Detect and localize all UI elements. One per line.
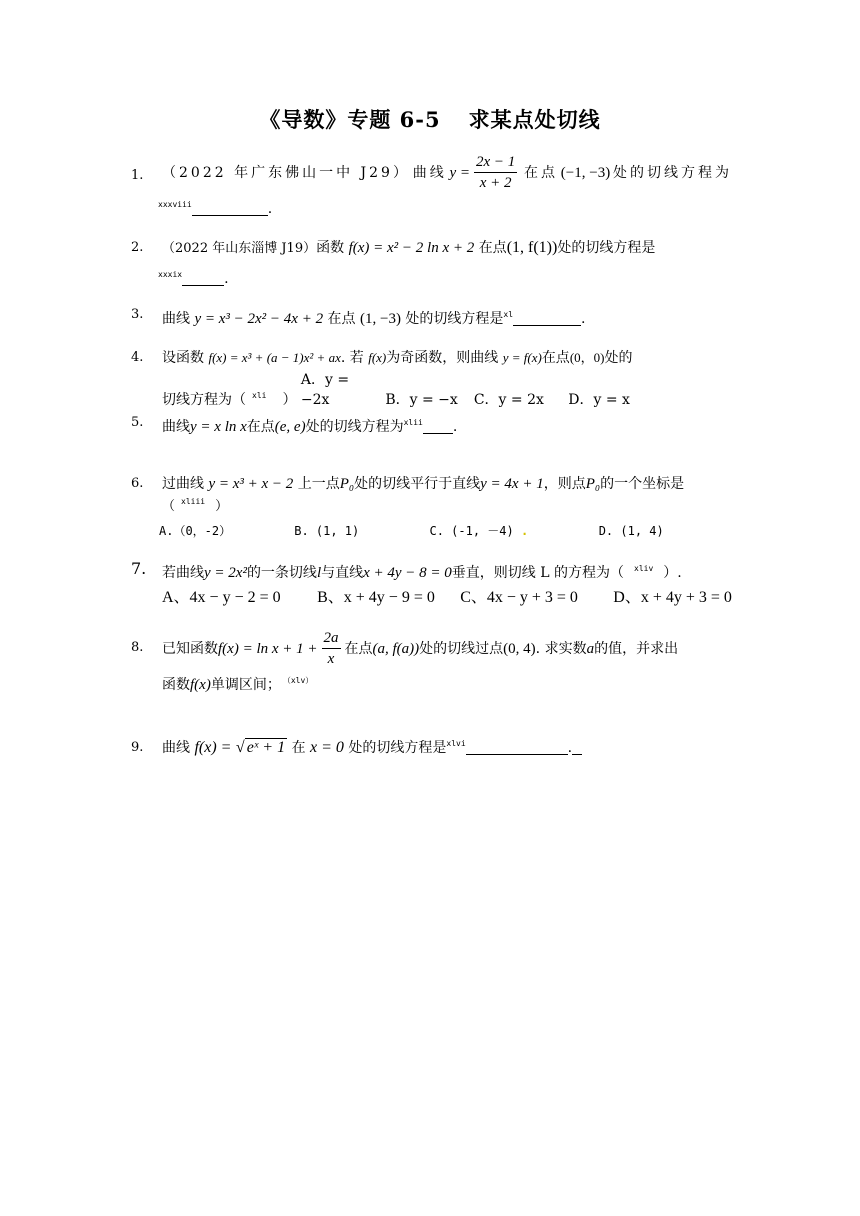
question-number: 4. bbox=[131, 350, 144, 365]
reference-marker: xl bbox=[503, 310, 514, 319]
title-right: 求某点处切线 bbox=[468, 107, 601, 132]
fraction: $\frac{2a}{x}$ bbox=[323, 630, 339, 667]
point: (1, −3) bbox=[359, 311, 401, 327]
option-c[interactable]: C. (-1, －4) bbox=[429, 524, 514, 538]
option-c[interactable]: C．y = 2x bbox=[473, 392, 544, 408]
reference-marker: xliv bbox=[634, 564, 654, 573]
point: (−1, −3) bbox=[560, 164, 611, 181]
question-number: 6. bbox=[131, 476, 144, 491]
option-d[interactable]: D．y = x bbox=[568, 392, 630, 408]
sqrt-expression: eˣ + 1 bbox=[246, 739, 286, 756]
reference-marker: xxxix bbox=[158, 270, 183, 279]
function-expression: f(x) = x³ + (a − 1)x² + ax bbox=[208, 350, 341, 365]
question-body: 设函数 f(x) = x³ + (a − 1)x² + ax. 若 f(x)为奇函数，则曲线 y = f(x)在点(0，0)处的 切线方程为（ $^{xli}$ ） A．y = −2x B．y = −x C．y = 2x D．y = x bbox=[162, 350, 633, 408]
option-d[interactable]: D、x + 4y + 3 = 0 bbox=[613, 589, 732, 606]
option-b[interactable]: B．y = −x bbox=[385, 392, 458, 408]
page-title bbox=[0, 104, 860, 134]
fraction: $\frac{2x - 1}{x + 2}$ bbox=[476, 154, 516, 191]
question-body: 曲线 f(x) = √ eˣ + 1 在 x = 0 处的切线方程是$^{xlvi}$ . bbox=[162, 734, 732, 758]
function-expression: y = x ln x bbox=[190, 419, 247, 435]
point: (a, f(a)) bbox=[372, 640, 420, 657]
line-expression: y = 4x + 1 bbox=[480, 476, 544, 492]
question-body: 曲线 y = x³ − 2x² − 4x + 2 在点 (1, −3) 处的切线方程是$^{xl}$ . bbox=[162, 310, 586, 327]
reference-marker: （xlv） bbox=[286, 676, 314, 685]
answer-blank[interactable] bbox=[192, 201, 268, 216]
question-number: 1. bbox=[131, 168, 144, 183]
question-body: （2022 年山东淄博 J19）函数 f(x) = x² − 2 ln x + 2 在点(1, f(1))处的切线方程是 $^{xxxix}$ . bbox=[158, 239, 656, 287]
question-number: 2. bbox=[131, 240, 144, 255]
option-c[interactable]: C、4x − y + 3 = 0 bbox=[460, 589, 578, 606]
question-body: 若曲线y = 2x²的一条切线l与直线x + 4y − 8 = 0垂直，则切线 L 的方程为（ $^{xliv}$ ）. A、4x − y − 2 = 0 B、x + 4y − 9 = 0 C、4x − y + 3 = 0 D、x + 4y + 3 = 0 bbox=[162, 564, 732, 606]
option-b[interactable]: B、x + 4y − 9 = 0 bbox=[317, 589, 435, 606]
question-body: （2022 年广东佛山一中 J29） 曲线 y = $\frac{2x - 1}{x + 2}$ 在点 (−1, −3) 处的切线方程为 $^{xxxviii}$ . bbox=[158, 154, 732, 217]
question-body: 过曲线 y = x³ + x − 2 上一点P₀处的切线平行于直线y = 4x + 1，则点P₀的一个坐标是 （ $^{xliii}$ ） A.（0，-2） B. (1, 1) C. (-1, －4) . D. (1, 4) bbox=[162, 474, 732, 541]
question-source: （2022 年广东佛山一中 J29） bbox=[162, 164, 410, 181]
reference-marker: xxxviii bbox=[158, 200, 192, 209]
answer-blank[interactable] bbox=[513, 311, 581, 326]
point: (0，0) bbox=[569, 350, 605, 365]
question-source: （2022 年山东淄博 J19） bbox=[162, 241, 317, 256]
question-number: 9. bbox=[131, 740, 144, 755]
reference-marker: xliii bbox=[181, 497, 206, 506]
question-body: 曲线y = x ln x在点(e, e)处的切线方程为$^{xlii}$ . bbox=[162, 418, 458, 435]
function-expression: f(x) = ln x + 1 + bbox=[218, 640, 318, 657]
option-d[interactable]: D. (1, 4) bbox=[598, 524, 664, 538]
answer-blank[interactable] bbox=[466, 740, 568, 755]
reference-marker: xlii bbox=[403, 418, 423, 427]
option-a[interactable]: A．y = −2x bbox=[300, 372, 350, 408]
question-number: 5. bbox=[131, 415, 144, 430]
function-expression: y = 2x² bbox=[204, 565, 247, 581]
reference-marker: xlvi bbox=[446, 739, 466, 748]
reference-marker: xli bbox=[252, 391, 267, 400]
function-expression: y = x³ − 2x² − 4x + 2 bbox=[194, 311, 324, 327]
question-number: 8. bbox=[131, 640, 144, 655]
option-a[interactable]: A、4x − y − 2 = 0 bbox=[162, 589, 281, 606]
equation-lhs: f(x) = bbox=[194, 739, 232, 756]
title-left: 《导数》专题 6-5 bbox=[259, 107, 441, 132]
option-b[interactable]: B. (1, 1) bbox=[294, 524, 360, 538]
function-expression: y = x³ + x − 2 bbox=[208, 476, 294, 492]
point: (e, e) bbox=[274, 419, 306, 435]
line-expression: x + 4y − 8 = 0 bbox=[363, 565, 452, 581]
question-number: 7. bbox=[131, 559, 147, 578]
equation-lhs: y = bbox=[449, 164, 470, 181]
function-expression: f(x) = x² − 2 ln x + 2 bbox=[348, 240, 475, 256]
point: (1, f(1)) bbox=[506, 239, 558, 256]
highlight-mark: . bbox=[520, 524, 529, 538]
question-body: 已知函数 f(x) = ln x + 1 + $\frac{2a}{x}$ 在点 (a, f(a)) 处的切线过点 (0, 4) . 求实数 a 的值，并求出 函数f(x)单调区间； $^{(xlv)}$ bbox=[162, 630, 679, 693]
answer-blank[interactable] bbox=[423, 419, 453, 434]
option-a[interactable]: A.（0，-2） bbox=[159, 524, 232, 538]
question-number: 3. bbox=[131, 307, 144, 322]
answer-blank[interactable] bbox=[182, 271, 224, 286]
